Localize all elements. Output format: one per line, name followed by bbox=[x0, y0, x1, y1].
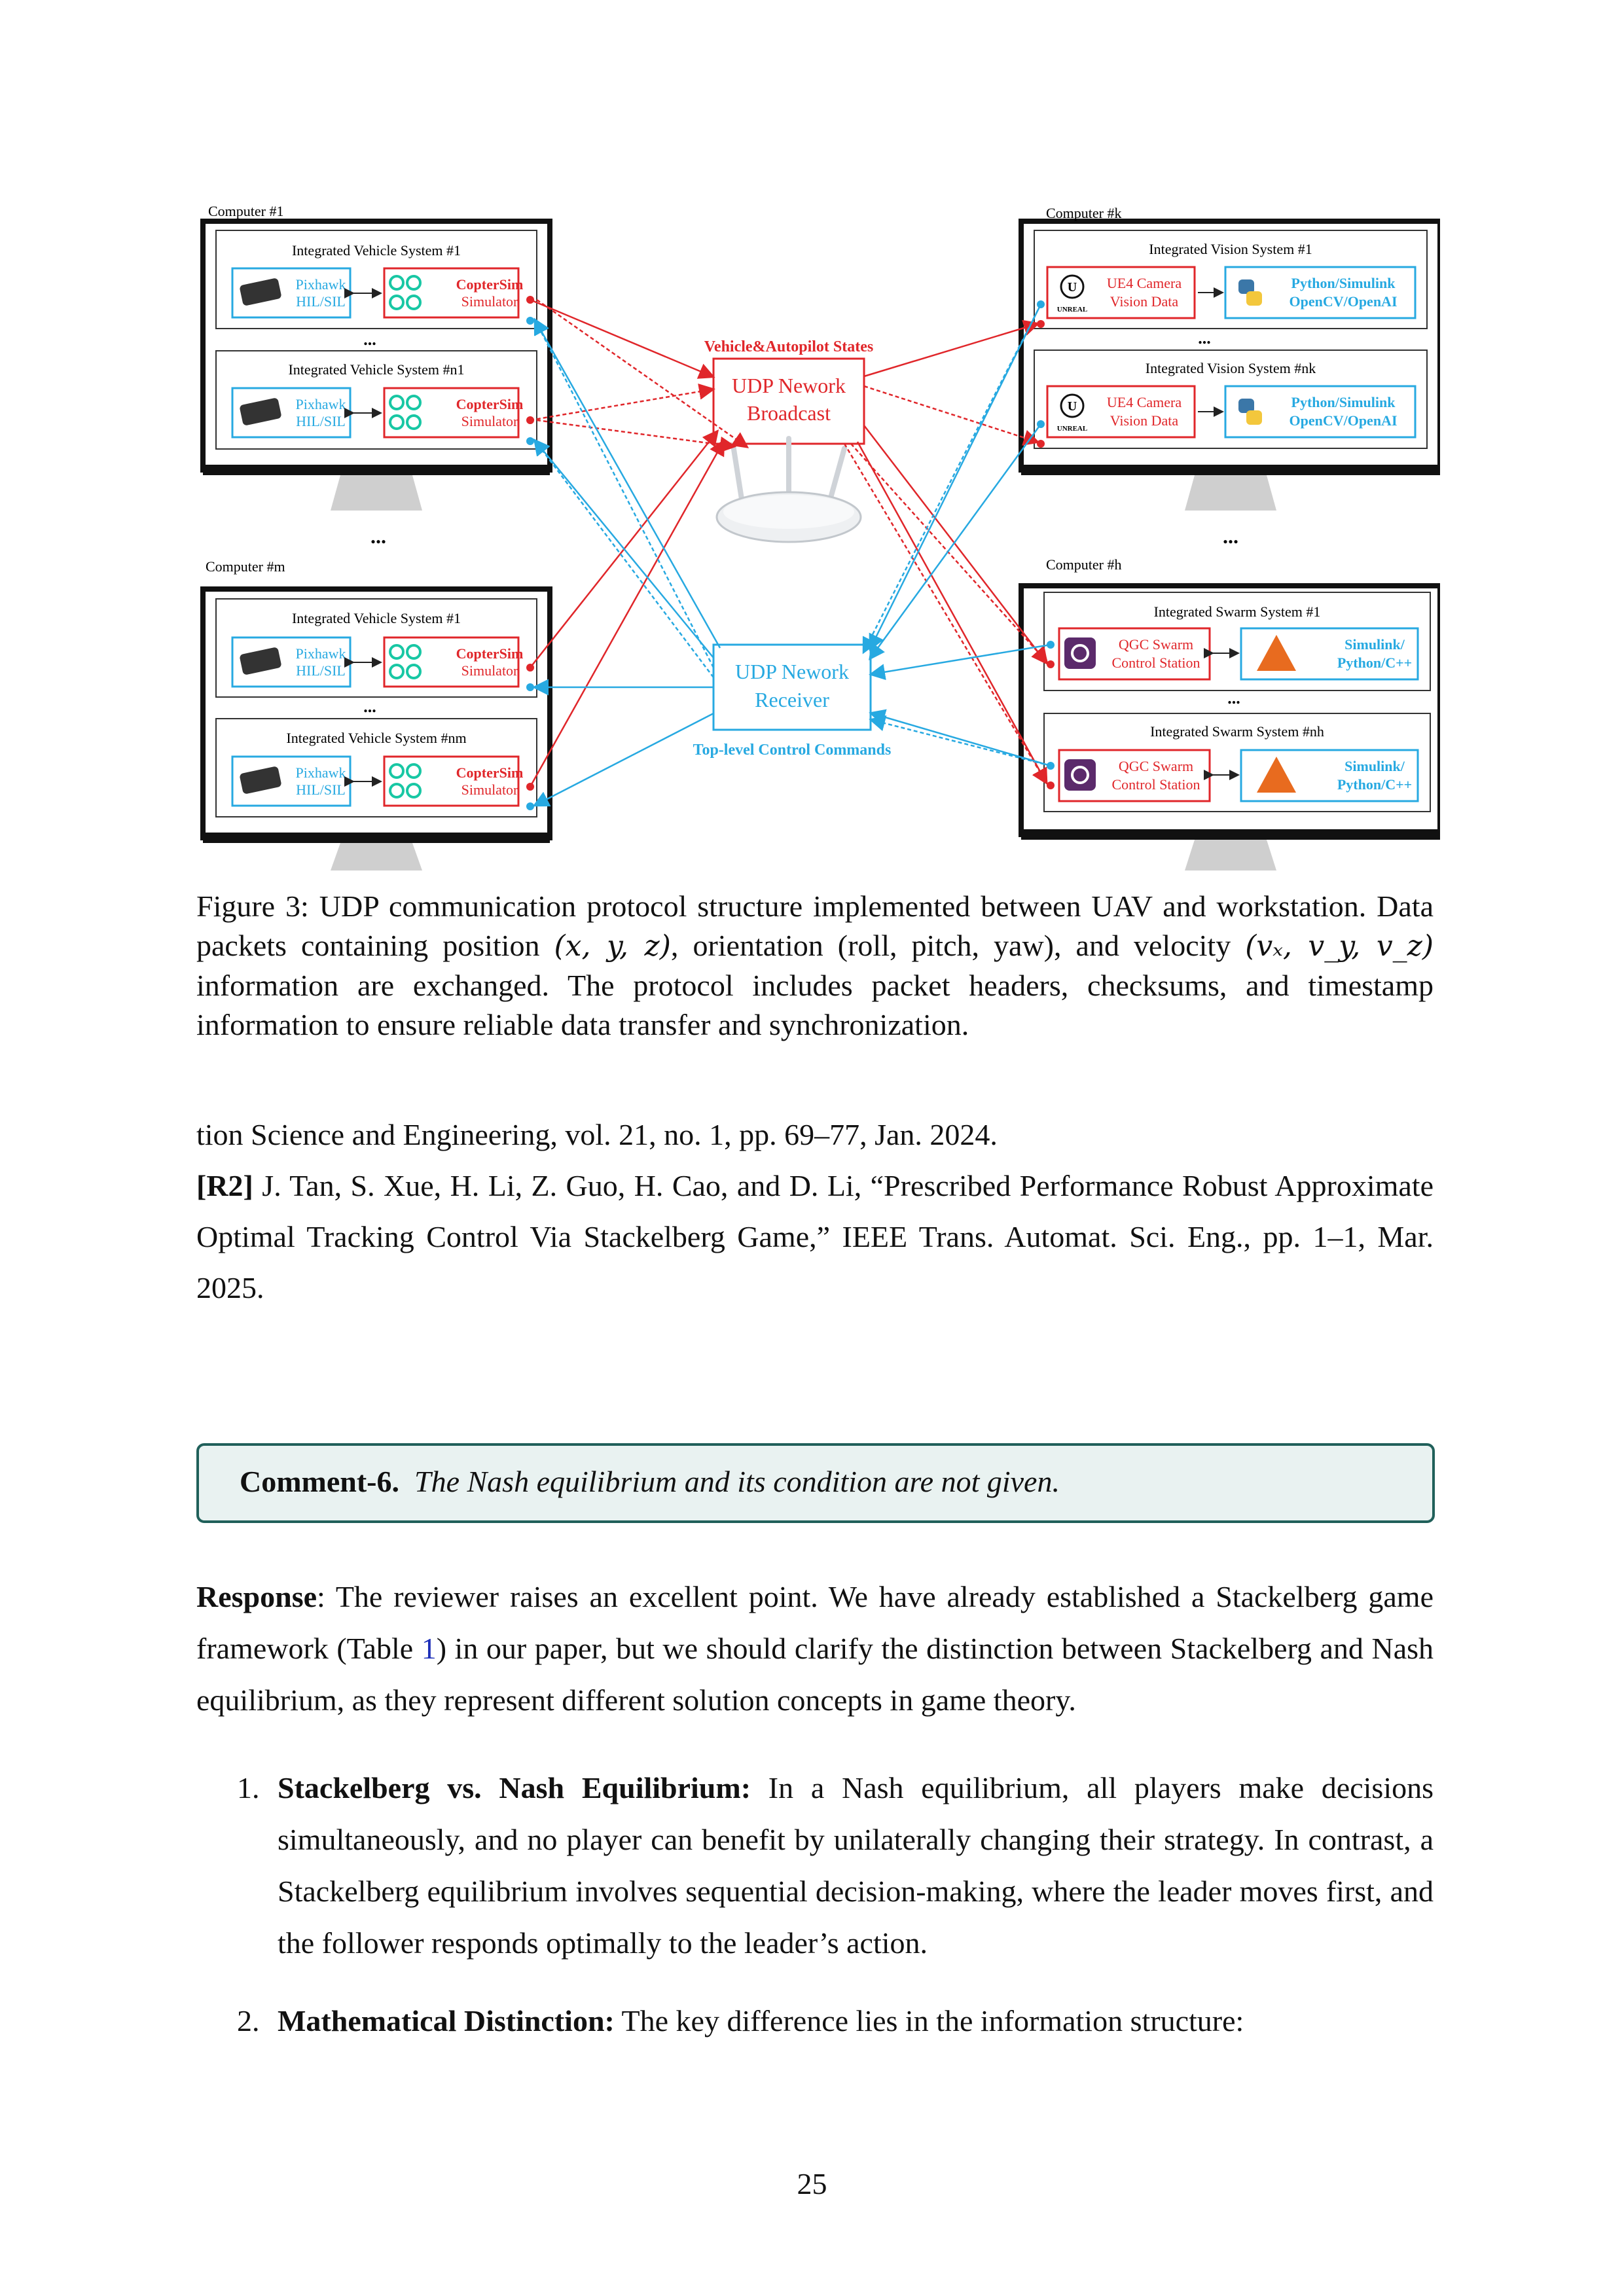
ellipsis: ... bbox=[363, 330, 376, 349]
figure-udp-architecture bbox=[196, 190, 1440, 877]
vision-system-1 bbox=[1034, 230, 1427, 329]
svg-text:Vision Data: Vision Data bbox=[1110, 293, 1179, 310]
svg-text:Receiver: Receiver bbox=[755, 688, 829, 711]
svg-text:HIL/SIL: HIL/SIL bbox=[296, 293, 346, 310]
reference-r2 bbox=[196, 1160, 1434, 1314]
svg-text:UE4 Camera: UE4 Camera bbox=[1106, 275, 1182, 291]
vehicle-system-n1 bbox=[216, 351, 537, 449]
figure-caption bbox=[196, 887, 1434, 1045]
response-label: Response bbox=[196, 1580, 317, 1613]
svg-text:QGC Swarm: QGC Swarm bbox=[1118, 636, 1194, 653]
swarm-system-nh bbox=[1044, 713, 1430, 812]
svg-text:HIL/SIL: HIL/SIL bbox=[296, 781, 346, 798]
svg-text:Integrated Swarm System #nh: Integrated Swarm System #nh bbox=[1150, 723, 1324, 740]
table-reference-link[interactable]: 1 bbox=[421, 1632, 437, 1665]
svg-text:Integrated Vehicle System #1: Integrated Vehicle System #1 bbox=[291, 610, 461, 626]
references bbox=[196, 1109, 1434, 1314]
caption-position-math: (x, y, z) bbox=[554, 929, 671, 963]
reference-r2-text: J. Tan, S. Xue, H. Li, Z. Guo, H. Cao, and D. Li, “Prescribed Performance Robust Approximate Optimal Tracking Control Via Stackelberg Game,” IEEE Trans. Automat. Sci. Eng., pp. 1–1, Mar. 2025. bbox=[196, 1169, 1434, 1304]
label-computer-1: Computer #1 bbox=[208, 203, 284, 219]
svg-text:UNREAL: UNREAL bbox=[1056, 306, 1088, 314]
figure-diagram bbox=[196, 190, 1440, 877]
svg-text:Integrated Vehicle System #1: Integrated Vehicle System #1 bbox=[291, 242, 461, 259]
svg-text:Simulator: Simulator bbox=[461, 413, 518, 429]
list-item-number: 2. bbox=[237, 2004, 260, 2037]
vision-system-nk bbox=[1034, 350, 1427, 448]
label-computer-k: Computer #k bbox=[1046, 205, 1122, 221]
svg-text:Pixhawk: Pixhawk bbox=[295, 645, 346, 662]
svg-text:Simulator: Simulator bbox=[461, 293, 518, 310]
list-item bbox=[196, 1762, 1434, 1969]
comment-box bbox=[196, 1443, 1435, 1523]
comment-text: The Nash equilibrium and its condition are not given. bbox=[414, 1465, 1060, 1498]
vehicle-system-m1 bbox=[216, 599, 537, 697]
swarm-system-1 bbox=[1044, 592, 1430, 691]
reference-continuation: tion Science and Engineering, vol. 21, no. 1, pp. 69–77, Jan. 2024. bbox=[196, 1118, 998, 1151]
svg-text:Control Station: Control Station bbox=[1111, 655, 1200, 671]
svg-text:Integrated Swarm System #1: Integrated Swarm System #1 bbox=[1153, 603, 1321, 620]
svg-text:OpenCV/OpenAI: OpenCV/OpenAI bbox=[1289, 412, 1398, 429]
caption-text-3: information are exchanged. The protocol includes packet headers, checksums, and timestamp information to ensure reliable data transfer and synchronization. bbox=[196, 969, 1434, 1041]
svg-text:Integrated Vehicle System #n1: Integrated Vehicle System #n1 bbox=[288, 361, 465, 378]
label-control-commands: Top-level Control Commands bbox=[693, 742, 892, 759]
caption-label: Figure 3: bbox=[196, 889, 309, 923]
qgc-logo-icon bbox=[1064, 759, 1096, 791]
caption-velocity-math: (vₓ, v_y, v_z) bbox=[1245, 929, 1434, 963]
numbered-list bbox=[196, 1762, 1434, 2073]
ellipsis: ... bbox=[1223, 524, 1238, 548]
svg-text:CopterSim: CopterSim bbox=[456, 645, 524, 662]
svg-text:Python/Simulink: Python/Simulink bbox=[1291, 275, 1396, 291]
svg-text:CopterSim: CopterSim bbox=[456, 396, 524, 412]
caption-text-1: UDP communication protocol structure implemented between UAV and workstation. Data packets containing position bbox=[196, 889, 1434, 962]
svg-text:Python/C++: Python/C++ bbox=[1337, 655, 1413, 671]
svg-text:CopterSim: CopterSim bbox=[456, 764, 524, 781]
response-text-2: ) in our paper, but we should clarify the distinction between Stackelberg and Nash equilibrium, as they represent different solution concepts in game theory. bbox=[196, 1632, 1434, 1717]
list-item-title: Stackelberg vs. Nash Equilibrium: bbox=[278, 1771, 751, 1804]
reference-r2-label: [R2] bbox=[196, 1169, 253, 1202]
udp-receiver-box bbox=[713, 645, 871, 730]
svg-text:Simulink/: Simulink/ bbox=[1344, 758, 1405, 774]
svg-text:OpenCV/OpenAI: OpenCV/OpenAI bbox=[1289, 293, 1398, 310]
svg-text:Simulator: Simulator bbox=[461, 781, 518, 798]
svg-text:U: U bbox=[1067, 399, 1077, 414]
svg-text:CopterSim: CopterSim bbox=[456, 276, 524, 293]
ellipsis: ... bbox=[1227, 689, 1240, 708]
svg-text:HIL/SIL: HIL/SIL bbox=[296, 413, 346, 429]
svg-text:Broadcast: Broadcast bbox=[747, 401, 831, 425]
label-vehicle-states: Vehicle&Autopilot States bbox=[704, 338, 874, 355]
response-paragraph bbox=[196, 1571, 1434, 1726]
list-item bbox=[196, 1995, 1434, 2047]
vehicle-system-nm bbox=[216, 719, 537, 817]
router-icon bbox=[717, 439, 861, 542]
label-computer-h: Computer #h bbox=[1046, 556, 1122, 573]
list-item-text: The key difference lies in the information structure: bbox=[621, 2004, 1244, 2037]
svg-text:Pixhawk: Pixhawk bbox=[295, 396, 346, 412]
svg-text:Control Station: Control Station bbox=[1111, 776, 1200, 793]
vehicle-system-1 bbox=[216, 230, 537, 329]
ellipsis: ... bbox=[1198, 329, 1211, 348]
svg-text:UE4 Camera: UE4 Camera bbox=[1106, 394, 1182, 410]
svg-text:Simulink/: Simulink/ bbox=[1344, 636, 1405, 653]
ellipsis: ... bbox=[363, 697, 376, 716]
comment-label: Comment-6. bbox=[240, 1465, 399, 1498]
list-item-number: 1. bbox=[237, 1771, 260, 1804]
svg-text:Python/Simulink: Python/Simulink bbox=[1291, 394, 1396, 410]
svg-text:Pixhawk: Pixhawk bbox=[295, 276, 346, 293]
svg-text:Pixhawk: Pixhawk bbox=[295, 764, 346, 781]
response-text-1: : The reviewer raises an excellent point. We have already established a Stackelberg game framework (Table bbox=[196, 1580, 1434, 1665]
svg-text:Integrated Vision System #1: Integrated Vision System #1 bbox=[1149, 241, 1312, 257]
list-item-title: Mathematical Distinction: bbox=[278, 2004, 615, 2037]
svg-text:UNREAL: UNREAL bbox=[1056, 425, 1088, 433]
list-item-text: In a Nash equilibrium, all players make decisions simultaneously, and no player can benefit by unilaterally changing their strategy. In contrast, a Stackelberg equilibrium involves sequential decision-making, where the leader moves first, and the follower responds optimally to the leader’s action. bbox=[278, 1771, 1434, 1960]
qgc-logo-icon bbox=[1064, 637, 1096, 669]
svg-text:UDP Nework: UDP Nework bbox=[732, 374, 846, 397]
svg-text:Integrated Vehicle System #nm: Integrated Vehicle System #nm bbox=[286, 730, 467, 746]
ellipsis: ... bbox=[370, 524, 386, 548]
caption-text-2: , orientation (roll, pitch, yaw), and velocity bbox=[670, 929, 1231, 962]
svg-text:Python/C++: Python/C++ bbox=[1337, 776, 1413, 793]
svg-text:Integrated Vision System #nk: Integrated Vision System #nk bbox=[1145, 360, 1316, 376]
svg-text:Simulator: Simulator bbox=[461, 662, 518, 679]
svg-text:U: U bbox=[1067, 280, 1077, 295]
svg-text:HIL/SIL: HIL/SIL bbox=[296, 662, 346, 679]
svg-text:Vision Data: Vision Data bbox=[1110, 412, 1179, 429]
svg-text:QGC Swarm: QGC Swarm bbox=[1118, 758, 1194, 774]
label-computer-m: Computer #m bbox=[206, 558, 285, 575]
page-number: 25 bbox=[797, 2167, 827, 2200]
svg-text:UDP Nework: UDP Nework bbox=[735, 660, 849, 683]
